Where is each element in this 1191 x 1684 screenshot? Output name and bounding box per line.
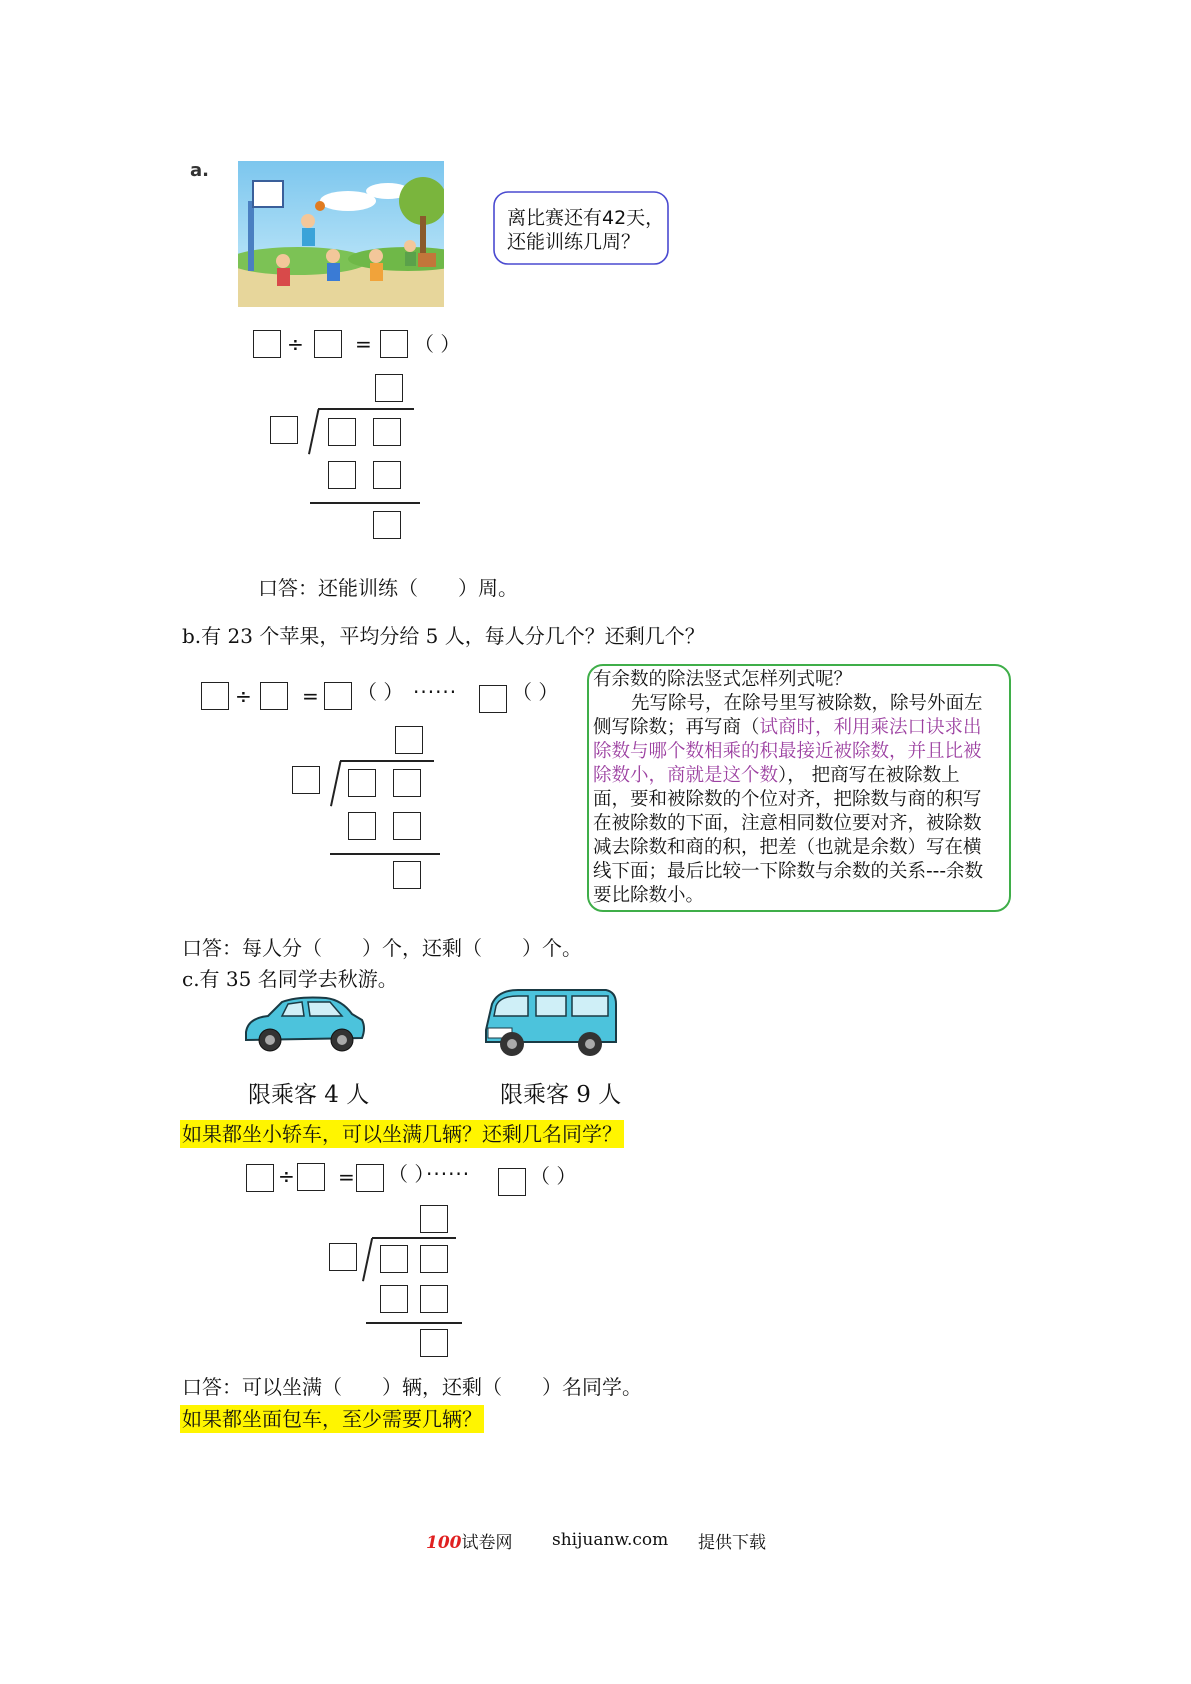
unit-paren-2: （ ） [512, 680, 559, 704]
note-line [593, 764, 1009, 788]
ld-subtract-line [330, 853, 440, 855]
ld-dividend-ones-box[interactable] [373, 418, 401, 446]
note-black: 减去除数和商的积，把差（也就是余数）写在横 [593, 837, 982, 858]
ld-product-tens-box[interactable] [348, 812, 376, 840]
question-c: c.有 35 名同学去秋游。 [182, 967, 398, 991]
note-line [593, 884, 1009, 908]
unit-paren-1: （ ） [388, 1162, 435, 1186]
footer-site-link[interactable]: shijuanw.com [552, 1530, 669, 1550]
divide-sign: ÷ [287, 332, 304, 356]
ld-quotient-box[interactable] [375, 374, 403, 402]
divide-sign: ÷ [278, 1164, 295, 1188]
note-black: 面，要和被除数的个位对齐，把除数与商的积写 [593, 789, 982, 810]
divisor-box[interactable] [297, 1163, 325, 1191]
note-line [593, 692, 1009, 716]
note-line [593, 812, 1009, 836]
note-black: 侧写除数；再写商（ [593, 717, 760, 738]
footer-brand: 试卷网 [461, 1533, 513, 1553]
note-title: 有余数的除法竖式怎样列式呢？ [593, 669, 853, 690]
quotient-box[interactable] [324, 682, 352, 710]
footer-logo: 100 [426, 1533, 462, 1553]
ld-divisor-box[interactable] [329, 1243, 357, 1271]
equals-sign: = [338, 1165, 355, 1189]
equals-sign: = [355, 332, 372, 356]
dividend-box[interactable] [253, 330, 281, 358]
section-a-label: a. [190, 160, 209, 181]
answer-c: 口答：可以坐满（ ）辆，还剩（ ）名同学。 [182, 1375, 642, 1399]
car-illustration [238, 992, 368, 1060]
unit-paren: （ ） [414, 332, 461, 356]
remainder-box[interactable] [479, 685, 507, 713]
speech-line-1: 离比赛还有42天， [507, 207, 665, 229]
divide-sign: ÷ [235, 684, 252, 708]
note-line [593, 860, 1009, 884]
ld-top-bar [318, 408, 414, 410]
question-b: b.有 23 个苹果，平均分给 5 人，每人分几个？还剩几个？ [182, 624, 705, 648]
dividend-box[interactable] [201, 682, 229, 710]
question-c1-text: 如果都坐小轿车，可以坐满几辆？还剩几名同学？ [182, 1122, 622, 1146]
ld-bracket [308, 409, 320, 454]
ld-bracket [330, 761, 342, 806]
note-text [593, 668, 1009, 908]
note-black: 先写除号，在除号里写被除数，除号外面左 [631, 693, 983, 714]
ld-top-bar [372, 1237, 456, 1239]
note-black: 在被除数的下面，注意相同数位要对齐，被除数 [593, 813, 982, 834]
ld-divisor-box[interactable] [270, 416, 298, 444]
ld-subtract-line [366, 1322, 462, 1324]
divisor-box[interactable] [314, 330, 342, 358]
ld-product-ones-box[interactable] [393, 812, 421, 840]
van-illustration [478, 984, 620, 1064]
quotient-box[interactable] [356, 1164, 384, 1192]
footer [426, 1528, 513, 1553]
question-c2-text: 如果都坐面包车，至少需要几辆？ [182, 1407, 482, 1431]
unit-paren-2: （ ） [530, 1164, 577, 1188]
ld-product-ones-box[interactable] [420, 1285, 448, 1313]
note-line [593, 788, 1009, 812]
ld-quotient-box[interactable] [420, 1205, 448, 1233]
question-c1 [180, 1118, 624, 1147]
ld-top-bar [340, 760, 434, 762]
note-black: ）， 把商写在被除数上 [778, 765, 960, 786]
note-line [593, 716, 1009, 740]
remainder-dots: ······ [413, 680, 458, 704]
van-capacity-label: 限乘客 9 人 [500, 1082, 622, 1108]
note-black: 线下面；最后比较一下除数与余数的关系---余数 [593, 861, 984, 882]
ld-remainder-box[interactable] [393, 861, 421, 889]
basketball-illustration [238, 161, 444, 307]
quotient-box[interactable] [380, 330, 408, 358]
footer-note: 提供下载 [698, 1533, 766, 1553]
answer-a: 口答：还能训练（ ）周。 [258, 576, 518, 600]
ld-product-tens-box[interactable] [328, 461, 356, 489]
dividend-box[interactable] [246, 1164, 274, 1192]
ld-remainder-box[interactable] [420, 1329, 448, 1357]
ld-product-ones-box[interactable] [373, 461, 401, 489]
answer-b: 口答：每人分（ ）个，还剩（ ）个。 [182, 936, 582, 960]
ld-dividend-ones-box[interactable] [420, 1245, 448, 1273]
speech-line-2: 还能训练几周？ [507, 231, 641, 253]
note-purple: 试商时，利用乘法口诀求出 [759, 717, 982, 738]
note-line [593, 836, 1009, 860]
ld-dividend-ones-box[interactable] [393, 769, 421, 797]
ld-dividend-tens-box[interactable] [380, 1245, 408, 1273]
ld-quotient-box[interactable] [395, 726, 423, 754]
note-line [593, 740, 1009, 764]
remainder-box[interactable] [498, 1168, 526, 1196]
ld-remainder-box[interactable] [373, 511, 401, 539]
car-capacity-label: 限乘客 4 人 [248, 1082, 370, 1108]
ld-subtract-line [310, 502, 420, 504]
divisor-box[interactable] [260, 682, 288, 710]
remainder-dots: ······ [426, 1162, 471, 1186]
ld-dividend-tens-box[interactable] [348, 769, 376, 797]
ld-dividend-tens-box[interactable] [328, 418, 356, 446]
ld-product-tens-box[interactable] [380, 1285, 408, 1313]
unit-paren-1: （ ） [357, 680, 404, 704]
note-purple: 除数小，商就是这个数 [593, 765, 779, 786]
equals-sign: = [302, 684, 319, 708]
ld-divisor-box[interactable] [292, 766, 320, 794]
question-c2 [180, 1403, 484, 1432]
ld-bracket [362, 1238, 373, 1281]
note-black: 要比除数小。 [593, 885, 705, 906]
note-purple: 除数与哪个数相乘的积最接近被除数，并且比被 [593, 741, 982, 762]
